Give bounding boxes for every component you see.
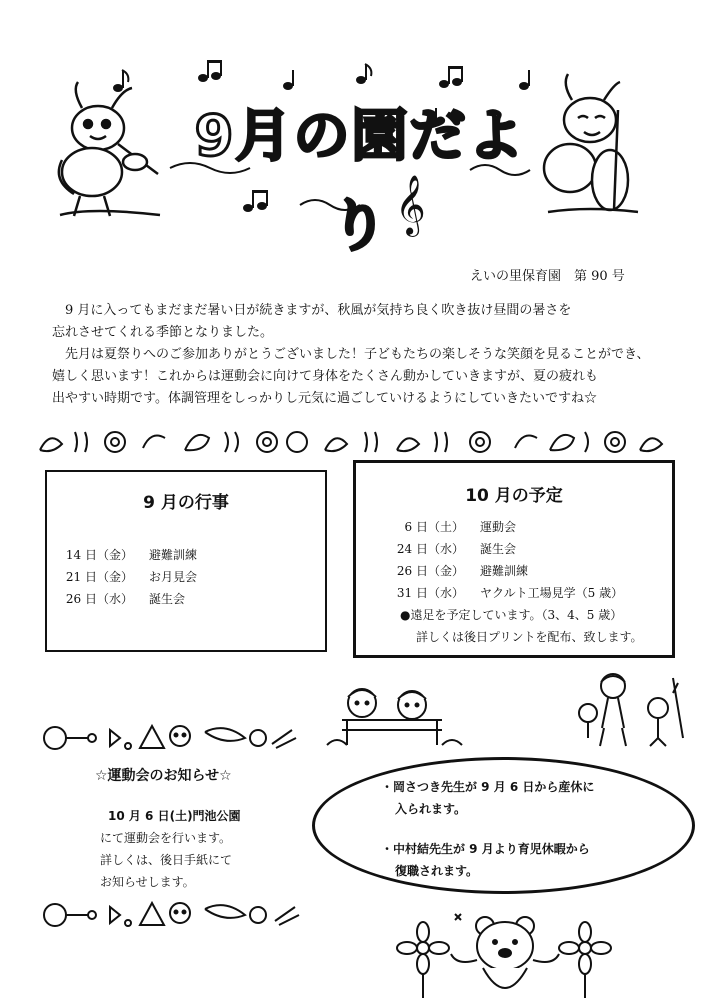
event-name: 運動会	[480, 520, 517, 534]
event-date: 21 日（金）	[65, 570, 133, 584]
event-date: 31 日（水）	[396, 586, 464, 600]
greeting	[52, 300, 652, 410]
sports-day-title: ☆運動会のお知らせ☆	[95, 768, 232, 784]
excursion-note: ●遠足を予定しています。（3、4、5 歳）	[400, 608, 623, 622]
event-name: 避難訓練	[480, 564, 529, 578]
event-name: お月見会	[149, 570, 198, 584]
treble-clef-icon: 𝄞	[395, 175, 426, 235]
event-row	[356, 540, 516, 557]
september-title: 9 月の行事	[143, 493, 229, 513]
header	[0, 0, 707, 259]
cosmos-flower-icon	[559, 922, 611, 998]
children-icon	[322, 675, 472, 750]
event-date: 24 日（水）	[396, 542, 464, 556]
staff-notice-line: 入られます。	[395, 802, 467, 816]
october-title: 10 月の予定	[465, 486, 563, 506]
event-row	[356, 518, 516, 535]
cosmos-flower-icon	[397, 922, 449, 998]
sports-day-line: 詳しくは、後日手紙にて	[100, 853, 233, 867]
event-row	[47, 568, 197, 585]
issue-subtitle: えいの里保育園 第 90 号	[470, 269, 625, 284]
excursion-note: 詳しくは後日プリントを配布、致します。	[416, 630, 643, 644]
sports-day-date-place: 10 月 6 日(土)門池公園	[108, 809, 241, 823]
event-row	[356, 562, 528, 579]
event-date: 26 日（金）	[396, 564, 464, 578]
staff-notice-line: ・岡さつき先生が 9 月 6 日から産休に	[381, 780, 595, 794]
sports-day-details	[100, 827, 232, 893]
cricket-violin-icon	[59, 82, 160, 216]
event-date: 14 日（金）	[65, 548, 133, 562]
greeting-line: 9 月に入ってもまだまだ暑い日が続きますが、秋風が気持ち良く吹き抜け昼間の暑さを	[52, 303, 572, 318]
greeting-line: 出やすい時期です。体調管理をしっかりし元気に過ごしていけるようにしていきたいですね☆	[52, 391, 597, 406]
event-row	[47, 546, 197, 563]
staff-notice-line: 復職されます。	[395, 864, 479, 878]
decorative-strip	[40, 895, 305, 931]
page-title: 9月の園だより	[194, 104, 526, 259]
bear-icon	[395, 908, 625, 1000]
event-date: 26 日（水）	[65, 592, 133, 606]
event-row	[356, 584, 623, 601]
event-name: 誕生会	[480, 542, 517, 556]
decorative-strip	[40, 718, 300, 754]
staff-notice-oval	[312, 757, 695, 894]
decorative-divider	[35, 422, 675, 458]
cricket-cello-icon	[544, 74, 638, 212]
event-name: 避難訓練	[149, 548, 198, 562]
children-icon	[568, 668, 688, 750]
staff-notice-line: ・中村結先生が 9 月より育児休暇から	[381, 842, 590, 856]
event-name: 誕生会	[149, 592, 186, 606]
greeting-line: 先月は夏祭りへのご参加ありがとうございました！子どもたちの楽しそうな笑顔を見ることができ、	[52, 347, 650, 362]
event-name: ヤクルト工場見学（5 歳）	[480, 586, 624, 600]
leaf-icon	[40, 438, 62, 451]
sports-day-line: お知らせします。	[100, 875, 195, 889]
sports-day-line: にて運動会を行います。	[100, 831, 232, 845]
greeting-line: 忘れさせてくれる季節となりました。	[52, 325, 274, 340]
event-row	[47, 590, 185, 607]
greeting-line: 嬉しく思います！これからは運動会に向けて身体をたくさん動かしていきますが、夏の疲れも	[52, 369, 599, 384]
september-events-box	[45, 470, 327, 652]
october-schedule-box	[353, 460, 675, 658]
event-date: 6 日（土）	[404, 520, 464, 534]
